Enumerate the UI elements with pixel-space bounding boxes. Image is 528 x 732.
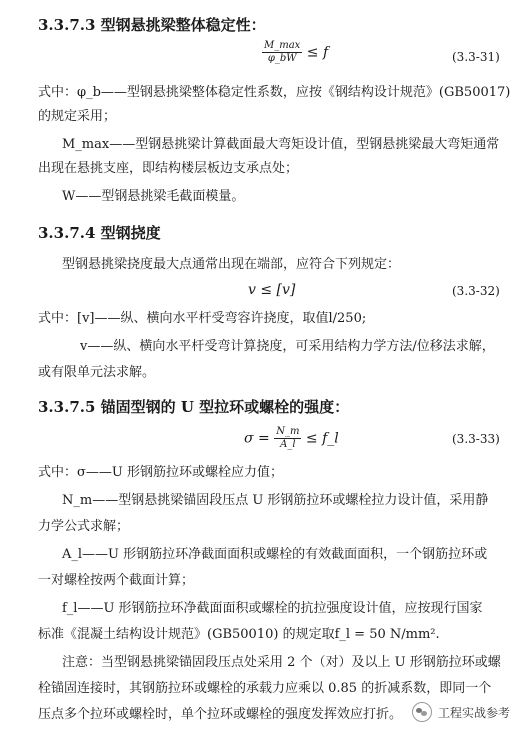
wechat-icon (412, 702, 432, 722)
section-number: 3.3.7.4 (38, 224, 96, 242)
text-line: 或有限单元法求解。 (38, 365, 156, 380)
equation-lhs: σ = (244, 430, 270, 447)
text-line: M_max——型钢悬挑梁计算截面最大弯矩设计值，型钢悬挑梁最大弯矩通常 (62, 137, 500, 152)
text-line: 式中：φ_b——型钢悬挑梁整体稳定性系数，应按《钢结构设计规范》(GB50017) (38, 85, 511, 100)
watermark-text: 工程实战参考 (438, 705, 511, 720)
fraction (262, 40, 302, 65)
section-heading (38, 14, 266, 35)
watermark (412, 702, 510, 722)
fraction-numerator: M_max (264, 40, 301, 51)
equation-3-3-32: v ≤ [v] (248, 282, 296, 298)
equation-relation: ≤ f_l (305, 430, 339, 447)
text-line: A_l——U 形钢筋拉环净截面面积或螺栓的有效截面面积，一个钢筋拉环或 (62, 547, 488, 562)
text-line: 注意：当型钢悬挑梁锚固段压点处采用 2 个（对）及以上 U 形钢筋拉环或螺 (62, 655, 501, 670)
text-line: 出现在悬挑支座，即结构楼层板边支承点处； (38, 161, 299, 176)
text-line: 型钢悬挑梁挠度最大点通常出现在端部，应符合下列规定： (62, 257, 401, 272)
section-title: 型钢挠度 (100, 224, 161, 242)
equation-3-3-31 (262, 40, 328, 65)
text-line: W——型钢悬挑梁毛截面模量。 (62, 189, 245, 204)
equation-label: (3.3-33) (452, 432, 500, 446)
fraction (274, 426, 301, 451)
section-number: 3.3.7.5 (38, 398, 96, 416)
text-line: 式中：[v]——纵、横向水平杆受弯容许挠度，取值l/250; (38, 311, 367, 326)
section-title: 锚固型钢的 U 型拉环或螺栓的强度： (100, 398, 350, 416)
section-title: 型钢悬挑梁整体稳定性： (100, 16, 266, 34)
text-line: v——纵、横向水平杆受弯计算挠度，可采用结构力学方法/位移法求解， (80, 339, 495, 354)
text-line: 标准《混凝土结构设计规范》(GB50010) 的规定取f_l = 50 N/mm². (38, 627, 440, 642)
text-line: 式中：σ——U 形钢筋拉环或螺栓应力值； (38, 465, 283, 480)
text-line: 栓锚固连接时，其钢筋拉环或螺栓的承载力应乘以 0.85 的折减系数，即同一个 (38, 681, 492, 696)
text-line: 一对螺栓按两个截面计算； (38, 573, 195, 588)
fraction-numerator: N_m (276, 426, 300, 437)
fraction-denominator: A_l (280, 439, 296, 450)
text-line: N_m——型钢悬挑梁锚固段压点 U 形钢筋拉环或螺栓拉力设计值，采用静 (62, 493, 489, 508)
text-line: f_l——U 形钢筋拉环净截面面积或螺栓的抗拉强度设计值，应按现行国家 (62, 601, 483, 616)
equation-label: (3.3-31) (452, 50, 500, 64)
fraction-denominator: φ_bW (267, 53, 297, 64)
equation-relation: ≤ f (306, 44, 329, 61)
section-heading (38, 396, 349, 417)
text-line: 力学公式求解； (38, 519, 130, 534)
text-line: 压点多个拉环或螺栓时，单个拉环或螺栓的强度发挥效应打折。 (38, 707, 403, 722)
equation-label: (3.3-32) (452, 284, 500, 298)
section-number: 3.3.7.3 (38, 16, 96, 34)
equation-3-3-33 (244, 426, 339, 451)
section-heading (38, 222, 161, 243)
text-line: 的规定采用； (38, 109, 117, 124)
